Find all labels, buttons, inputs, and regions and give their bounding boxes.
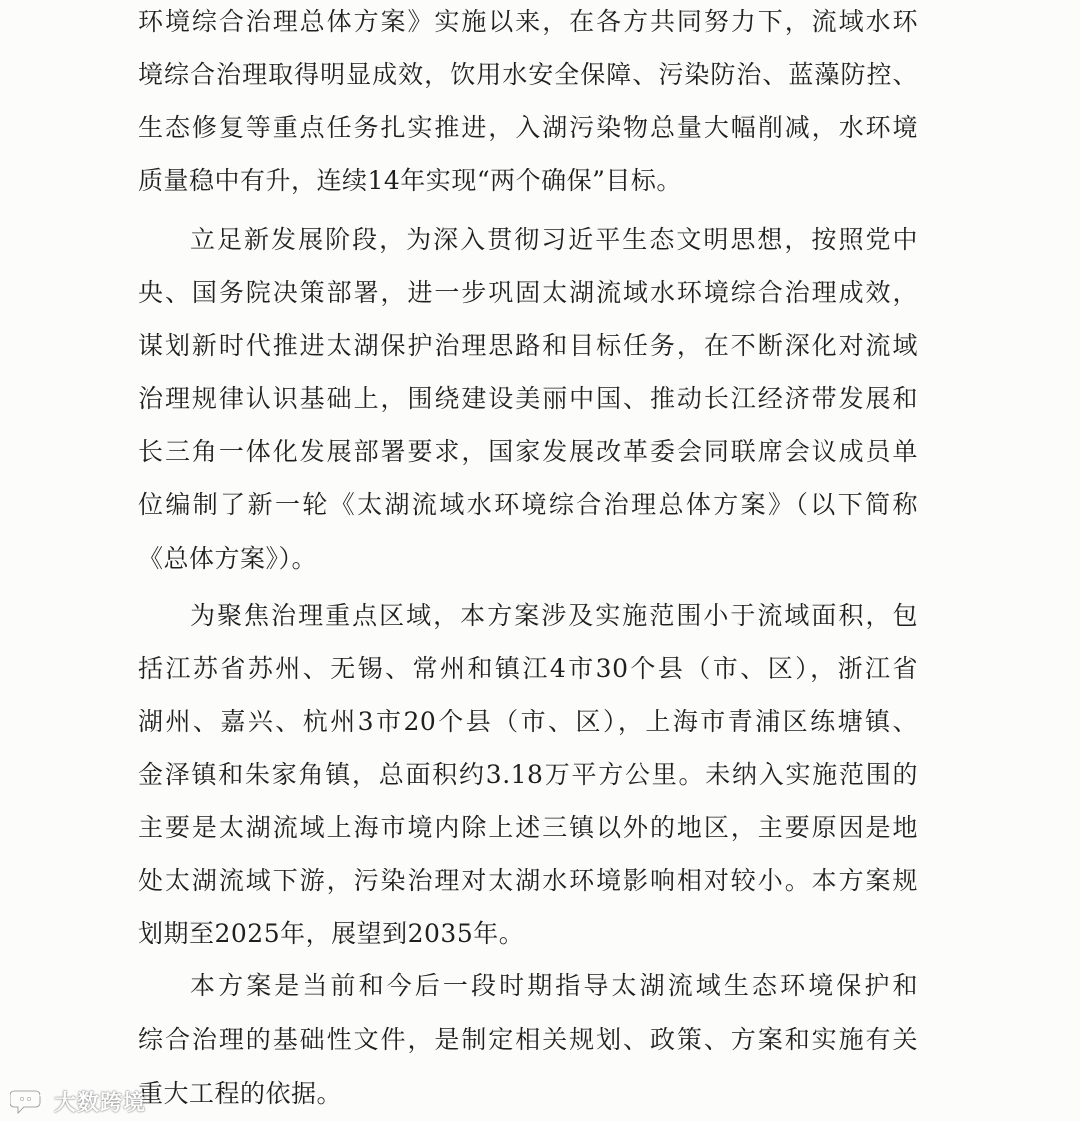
text-line: 综合治理的基础性文件，是制定相关规划、政策、方案和实施有关 bbox=[138, 1025, 918, 1054]
text-line: 治理规律认识基础上，围绕建设美丽中国、推动长江经济带发展和 bbox=[138, 384, 918, 413]
text-line: 重大工程的依据。 bbox=[138, 1079, 343, 1108]
watermark-text: 大数跨境 bbox=[54, 1090, 147, 1116]
text-line: 长三角一体化发展部署要求，国家发展改革委会同联席会议成员单 bbox=[138, 437, 918, 466]
text-line: 为聚焦治理重点区域，本方案涉及实施范围小于流域面积，包 bbox=[190, 601, 918, 630]
speech-bubble-logo-icon bbox=[10, 1087, 48, 1115]
text-line: 质量稳中有升，连续14年实现“两个确保”目标。 bbox=[138, 166, 682, 195]
text-line: 处太湖流域下游，污染治理对太湖水环境影响相对较小。本方案规 bbox=[138, 866, 918, 895]
text-line: 主要是太湖流域上海市境内除上述三镇以外的地区，主要原因是地 bbox=[138, 813, 918, 842]
text-line: 环境综合治理总体方案》实施以来，在各方共同努力下，流域水环 bbox=[138, 7, 918, 36]
text-line: 生态修复等重点任务扎实推进，入湖污染物总量大幅削减，水环境 bbox=[138, 113, 918, 142]
text-line: 央、国务院决策部署，进一步巩固太湖流域水环境综合治理成效， bbox=[138, 278, 918, 307]
text-line: 立足新发展阶段，为深入贯彻习近平生态文明思想，按照党中 bbox=[190, 225, 918, 254]
text-line: 《总体方案》）。 bbox=[138, 544, 318, 573]
text-line: 湖州、嘉兴、杭州3市20个县（市、区），上海市青浦区练塘镇、 bbox=[138, 707, 918, 736]
text-line: 金泽镇和朱家角镇，总面积约3.18万平方公里。未纳入实施范围的 bbox=[138, 760, 918, 789]
text-line: 境综合治理取得明显成效，饮用水安全保障、污染防治、蓝藻防控、 bbox=[138, 60, 918, 89]
text-line: 括江苏省苏州、无锡、常州和镇江4市30个县（市、区），浙江省 bbox=[138, 654, 918, 683]
watermark bbox=[10, 1084, 146, 1118]
text-line: 划期至2025年，展望到2035年。 bbox=[138, 919, 525, 948]
text-line: 本方案是当前和今后一段时期指导太湖流域生态环境保护和 bbox=[190, 971, 918, 1000]
text-line: 位编制了新一轮《太湖流域水环境综合治理总体方案》（以下简称 bbox=[138, 490, 918, 519]
text-line: 谋划新时代推进太湖保护治理思路和目标任务，在不断深化对流域 bbox=[138, 331, 918, 360]
